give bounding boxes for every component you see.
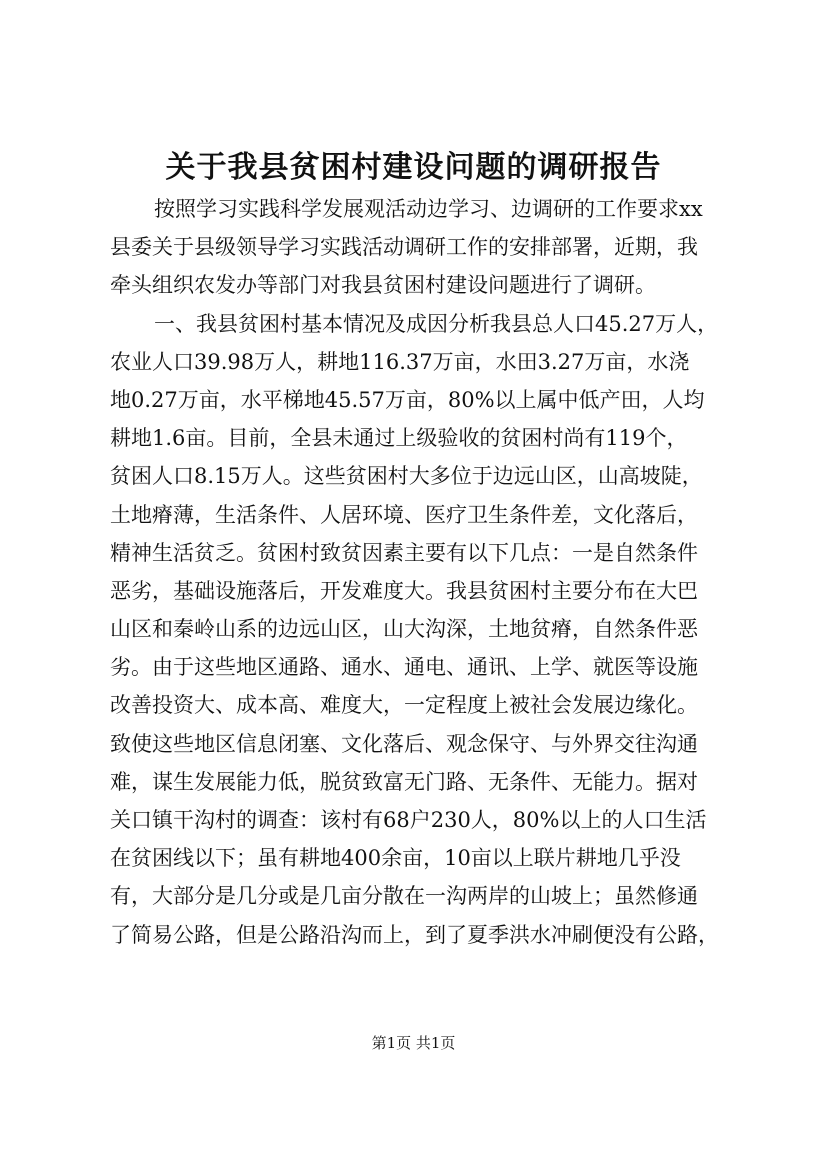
paragraph-line: 关口镇干沟村的调查：该村有68户230人，80%以上的人口生活 <box>110 808 707 832</box>
paragraph-line: 耕地1.6亩。目前，全县未通过上级验收的贫困村尚有119个， <box>110 426 688 451</box>
paragraph-line: 致使这些地区信息闭塞、文化落后、观念保守、与外界交往沟通 <box>110 731 698 756</box>
paragraph-line: 改善投资大、成本高、难度大，一定程度上被社会发展边缘化。 <box>110 693 698 718</box>
paragraph-line: 贫困人口8.15万人。这些贫困村大多位于边远山区，山高坡陡， <box>110 464 703 489</box>
paragraph-line: 难，谋生发展能力低，脱贫致富无门路、无条件、无能力。据对 <box>110 769 698 794</box>
paragraph-line: 按照学习实践科学发展观活动边学习、边调研的工作要求xx <box>154 197 703 221</box>
document-body <box>110 190 735 954</box>
paragraph-line: 地0.27万亩，水平梯地45.57万亩，80%以上属中低产田，人均 <box>110 387 705 412</box>
paragraph-line: 有，大部分是几分或是几亩分散在一沟两岸的山坡上；虽然修通 <box>110 884 698 909</box>
page-number-footer: 第1页 共1页 <box>371 1034 456 1052</box>
paragraph-line: 山区和秦岭山系的边远山区，山大沟深，土地贫瘠，自然条件恶 <box>110 617 698 642</box>
paragraph-line: 县委关于县级领导学习实践活动调研工作的安排部署，近期，我 <box>110 235 698 260</box>
paragraph-line: 土地瘠薄，生活条件、人居环境、医疗卫生条件差，文化落后， <box>110 502 698 527</box>
paragraph-line: 牵头组织农发办等部门对我县贫困村建设问题进行了调研。 <box>110 273 656 298</box>
paragraph-line: 了简易公路，但是公路沿沟而上，到了夏季洪水冲刷便没有公路， <box>110 922 719 947</box>
paragraph-line: 恶劣，基础设施落后，开发难度大。我县贫困村主要分布在大巴 <box>110 578 698 603</box>
paragraph-line: 农业人口39.98万人，耕地116.37万亩，水田3.27万亩，水浇 <box>110 349 690 374</box>
document-title: 关于我县贫困村建设问题的调研报告 <box>165 150 662 185</box>
paragraph-line: 精神生活贫乏。贫困村致贫因素主要有以下几点：一是自然条件 <box>110 540 698 565</box>
paragraph-line: 在贫困线以下；虽有耕地400余亩，10亩以上联片耕地几乎没 <box>110 846 681 871</box>
paragraph-line: 劣。由于这些地区通路、通水、通电、通讯、上学、就医等设施 <box>110 655 698 680</box>
paragraph-line: 一、我县贫困村基本情况及成因分析我县总人口45.27万人， <box>154 311 719 336</box>
